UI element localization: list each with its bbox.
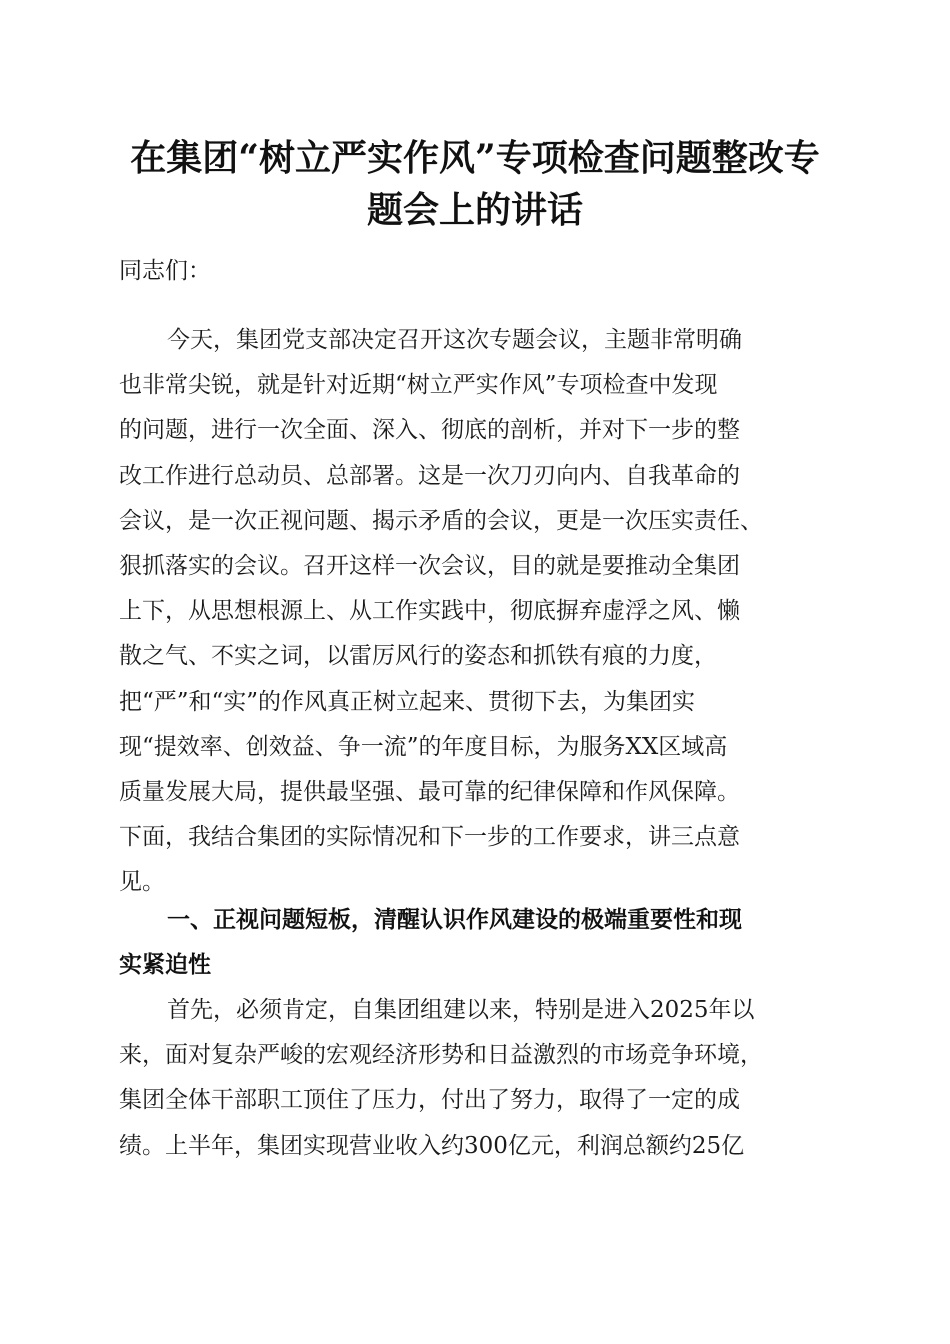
paragraph-line: 上下，从思想根源上、从工作实践中，彻底摒弃虚浮之风、懒 [119,598,740,625]
paragraph-line: 狠抓落实的会议。召开这样一次会议，目的就是要推动全集团 [119,552,740,579]
section-heading-1 [119,898,831,988]
paragraph-line: 的问题，进行一次全面、深入、彻底的剖析，并对下一步的整 [119,417,740,444]
paragraph-line: 改工作进行总动员、总部署。这是一次刀刃向内、自我革命的 [119,462,740,489]
document-title [100,132,850,236]
paragraph-line: 首先，必须肯定，自集团组建以来，特别是进入2025年以 [167,997,755,1023]
paragraph-line: 绩。上半年，集团实现营业收入约300亿元，利润总额约25亿 [119,1132,745,1159]
paragraph-line: 下面，我结合集团的实际情况和下一步的工作要求，讲三点意 [119,824,740,851]
paragraph-line: 今天，集团党支部决定召开这次专题会议，主题非常明确 [167,327,742,353]
paragraph-opening [119,318,831,905]
title-line-2: 题会上的讲话 [366,189,583,231]
paragraph-line: 集团全体干部职工顶住了压力，付出了努力，取得了一定的成 [119,1087,740,1114]
greeting: 同志们： [119,258,211,284]
paragraph-line: 也非常尖锐，就是针对近期“树立严实作风”专项检查中发现 [119,372,718,399]
title-line-1: 在集团“树立严实作风”专项检查问题整改专 [130,137,820,179]
paragraph-line: 见。 [119,869,165,896]
paragraph-line: 会议，是一次正视问题、揭示矛盾的会议，更是一次压实责任、 [119,507,763,534]
heading-line: 一、正视问题短板，清醒认识作风建设的极端重要性和现 [167,907,742,933]
paragraph-line: 现“提效率、创效益、争一流”的年度目标，为服务XX区域高 [119,733,728,760]
paragraph-section-1 [119,988,831,1169]
heading-line: 实紧迫性 [119,952,211,979]
paragraph-line: 质量发展大局，提供最坚强、最可靠的纪律保障和作风保障。 [119,778,740,805]
paragraph-line: 散之气、不实之词，以雷厉风行的姿态和抓铁有痕的力度， [119,643,717,670]
paragraph-line: 来，面对复杂严峻的宏观经济形势和日益激烈的市场竞争环境， [119,1042,763,1069]
paragraph-line: 把“严”和“实”的作风真正树立起来、贯彻下去，为集团实 [119,688,696,715]
